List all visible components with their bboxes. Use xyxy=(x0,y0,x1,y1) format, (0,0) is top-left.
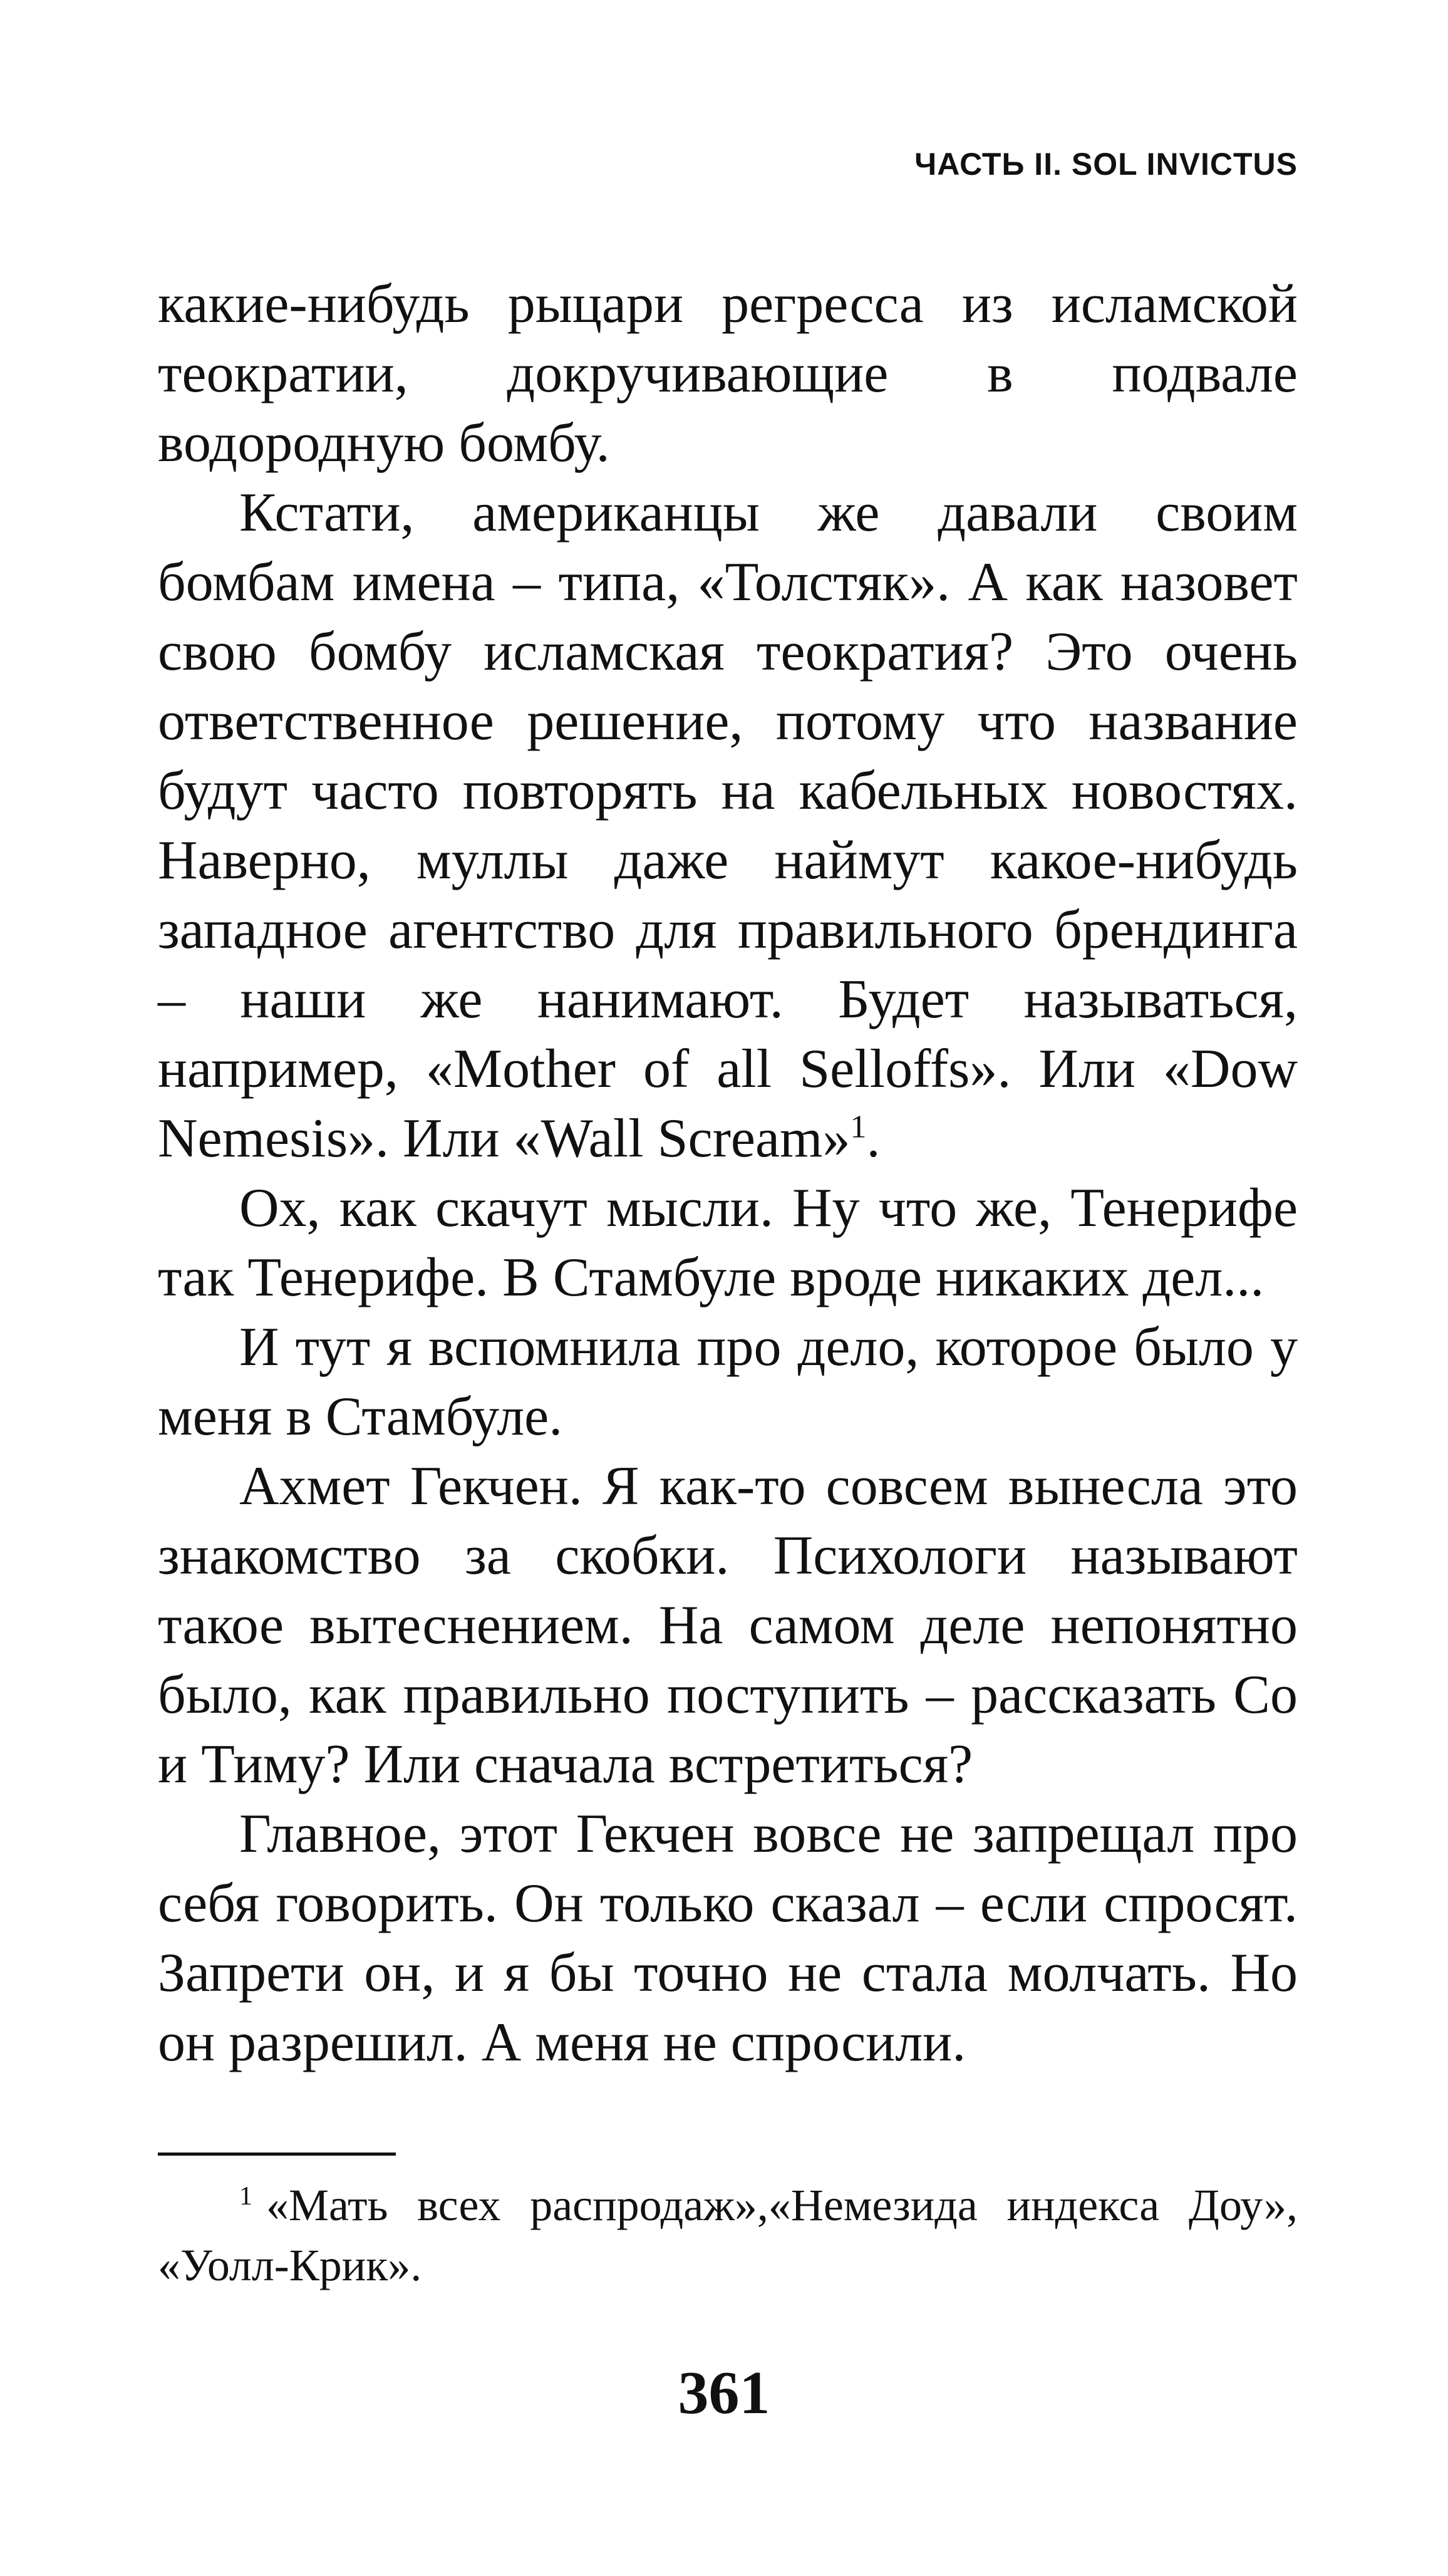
paragraph-text: Кстати, американцы же давали своим бомбам имена – типа, «Толстяк». А как назовет свою бомбу исламская теократия? Это очень ответственное решение, потому что название будут часто повторять на кабельных новостях. Наверно, муллы даже наймут какое-нибудь западное агентство для правильного брендинга – наши же нанимают. Будет называться, например, «Mother of all Selloffs». Или «Dow Nemesis». Или «Wall Scream» xyxy=(158,482,1298,1169)
paragraph: Ох, как скачут мысли. Ну что же, Тенерифе так Тенерифе. В Стамбуле вроде никаких дел... xyxy=(158,1178,1298,1308)
paragraph-end-punctuation: . xyxy=(866,1108,881,1169)
footnote-divider xyxy=(158,2153,396,2156)
paragraph: И тут я вспомнила про дело, которое было у меня в Стамбуле. xyxy=(158,1317,1298,1447)
paragraph: какие-нибудь рыцари регресса из исламской теократии, докручивающие в подвале водородную бомбу. xyxy=(158,274,1298,474)
paragraph: Главное, этот Гекчен вовсе не запрещал про себя говорить. Он только сказал – если спросят. Запрети он, и я бы точно не стала молчать. Но он разрешил. А меня не спросили. xyxy=(158,1804,1298,2073)
page-number: 361 xyxy=(678,2359,770,2427)
footnote-number: 1 xyxy=(239,2182,252,2211)
paragraph: Ахмет Гекчен. Я как-то совсем вынесла это знакомство за скобки. Психологи называют такое вытеснением. На самом деле непонятно было, как правильно поступить – рассказать Со и Тиму? Или сначала встретиться? xyxy=(158,1456,1298,1795)
footnote-reference[interactable]: 1 xyxy=(850,1109,867,1145)
footnote xyxy=(158,2175,1298,2295)
body-text xyxy=(158,269,1298,2077)
footnote-text: «Мать всех распродаж»,«Немезида индекса Доу», «Уолл-Крик». xyxy=(158,2180,1298,2290)
paragraph xyxy=(158,478,1298,1173)
running-head: ЧАСТЬ II. SOL INVICTUS xyxy=(914,147,1298,182)
